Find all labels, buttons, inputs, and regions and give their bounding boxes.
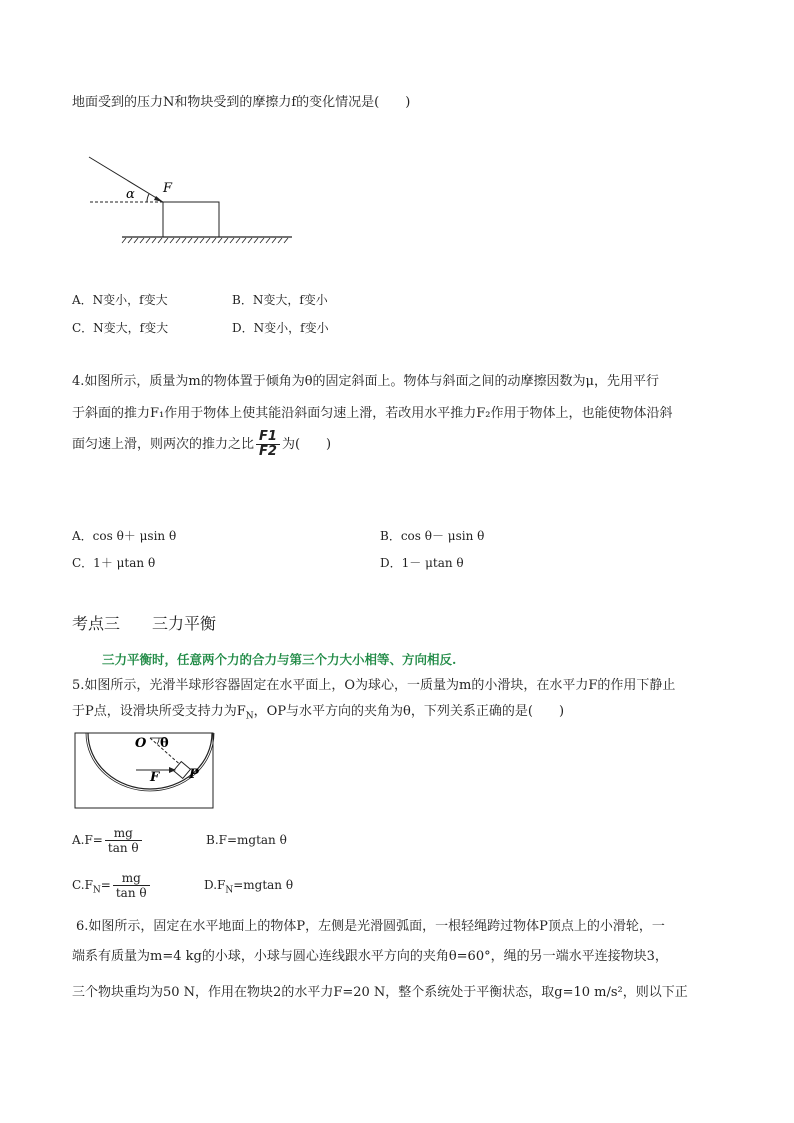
q5-d-pre: D.F bbox=[204, 878, 226, 892]
q4-option-a: A．cos θ＋ μsin θ bbox=[72, 529, 177, 543]
q6-line3: 三个物块重均为50 N，作用在物块2的水平力F=20 N，整个系统处于平衡状态，取g=10 m/s²，则以下正 bbox=[72, 985, 688, 1000]
section-title: 考点三 三力平衡 bbox=[72, 614, 217, 633]
o-label: O bbox=[135, 736, 147, 751]
q5-c-pre: C.F bbox=[72, 878, 93, 892]
q5-a-den: tan θ bbox=[107, 841, 139, 855]
q5-c-num: mg bbox=[113, 871, 150, 886]
q5-line2-pre: 于P点，设滑块所受支持力为F bbox=[72, 704, 246, 719]
q5-c-sub: N bbox=[92, 885, 101, 896]
section-note: 三力平衡时，任意两个力的合力与第三个力大小相等、方向相反. bbox=[102, 652, 457, 667]
q3-option-d: D．N变小，f变小 bbox=[232, 321, 329, 335]
q5-d-post: =mgtan θ bbox=[233, 878, 294, 892]
q5-option-a bbox=[72, 822, 144, 858]
q4-line3-pre: 面匀速上滑，则两次的推力之比 bbox=[72, 437, 255, 452]
force-label: F bbox=[163, 181, 173, 196]
q3-option-a: A．N变小，f变大 bbox=[72, 293, 168, 307]
theta-label: θ bbox=[160, 736, 169, 751]
q4-line1: 4.如图所示，质量为m的物体置于倾角为θ的固定斜面上。物体与斜面之间的动摩擦因数为μ，先用平行 bbox=[72, 374, 660, 389]
q6-line2: 端系有质量为m=4 kg的小球，小球与圆心连线跟水平方向的夹角θ=60°，绳的另一端水平连接物块3， bbox=[72, 949, 668, 964]
q6-line1: 6.如图所示，固定在水平地面上的物体P，左侧是光滑圆弧面，一根轻绳跨过物体P顶点上的小滑轮，一 bbox=[76, 919, 665, 934]
q5-option-b: B.F=mgtan θ bbox=[206, 833, 287, 847]
q4-frac-den: F2 bbox=[259, 444, 277, 459]
q5-a-pre: A.F= bbox=[72, 833, 103, 847]
q5-figure bbox=[74, 732, 216, 810]
q4-option-d: D．1－ μtan θ bbox=[380, 556, 464, 570]
q4-frac-num: F1 bbox=[256, 430, 280, 445]
q5-d-sub: N bbox=[225, 885, 234, 896]
q5-option-c bbox=[72, 867, 152, 908]
q4-line3-post: 为( ) bbox=[281, 437, 332, 452]
q5-line2-post: ，OP与水平方向的夹角为θ，下列关系正确的是( ) bbox=[253, 704, 565, 719]
q3-option-c: C．N变大，f变大 bbox=[72, 321, 169, 335]
q4-line3 bbox=[72, 426, 331, 464]
q3-stem: 地面受到的压力N和物块受到的摩擦力f的变化情况是( ) bbox=[72, 95, 411, 110]
q3-figure bbox=[70, 148, 300, 248]
alpha-label: α bbox=[126, 187, 135, 202]
q5-option-d bbox=[204, 875, 293, 900]
p-label: P bbox=[189, 767, 199, 782]
q5-c-eq: = bbox=[100, 878, 111, 892]
q4-ratio-fraction bbox=[256, 430, 280, 459]
q5-a-num: mg bbox=[105, 826, 142, 841]
q5-c-den: tan θ bbox=[115, 886, 147, 900]
q3-option-b: B．N变大，f变小 bbox=[232, 293, 328, 307]
f-label: F bbox=[150, 770, 160, 785]
q5-line2 bbox=[72, 702, 564, 727]
q4-line2: 于斜面的推力F₁作用于物体上使其能沿斜面匀速上滑，若改用水平推力F₂作用于物体上，也能使物体沿斜 bbox=[72, 406, 673, 421]
q5-line2-sub: N bbox=[245, 711, 254, 722]
q4-option-b: B．cos θ－ μsin θ bbox=[380, 529, 485, 543]
q5-line1: 5.如图所示，光滑半球形容器固定在水平面上，O为球心，一质量为m的小滑块，在水平力F的作用下静止 bbox=[72, 678, 676, 693]
q4-option-c: C．1＋ μtan θ bbox=[72, 556, 156, 570]
q5-a-fraction bbox=[105, 826, 142, 855]
q5-c-fraction bbox=[113, 871, 150, 900]
